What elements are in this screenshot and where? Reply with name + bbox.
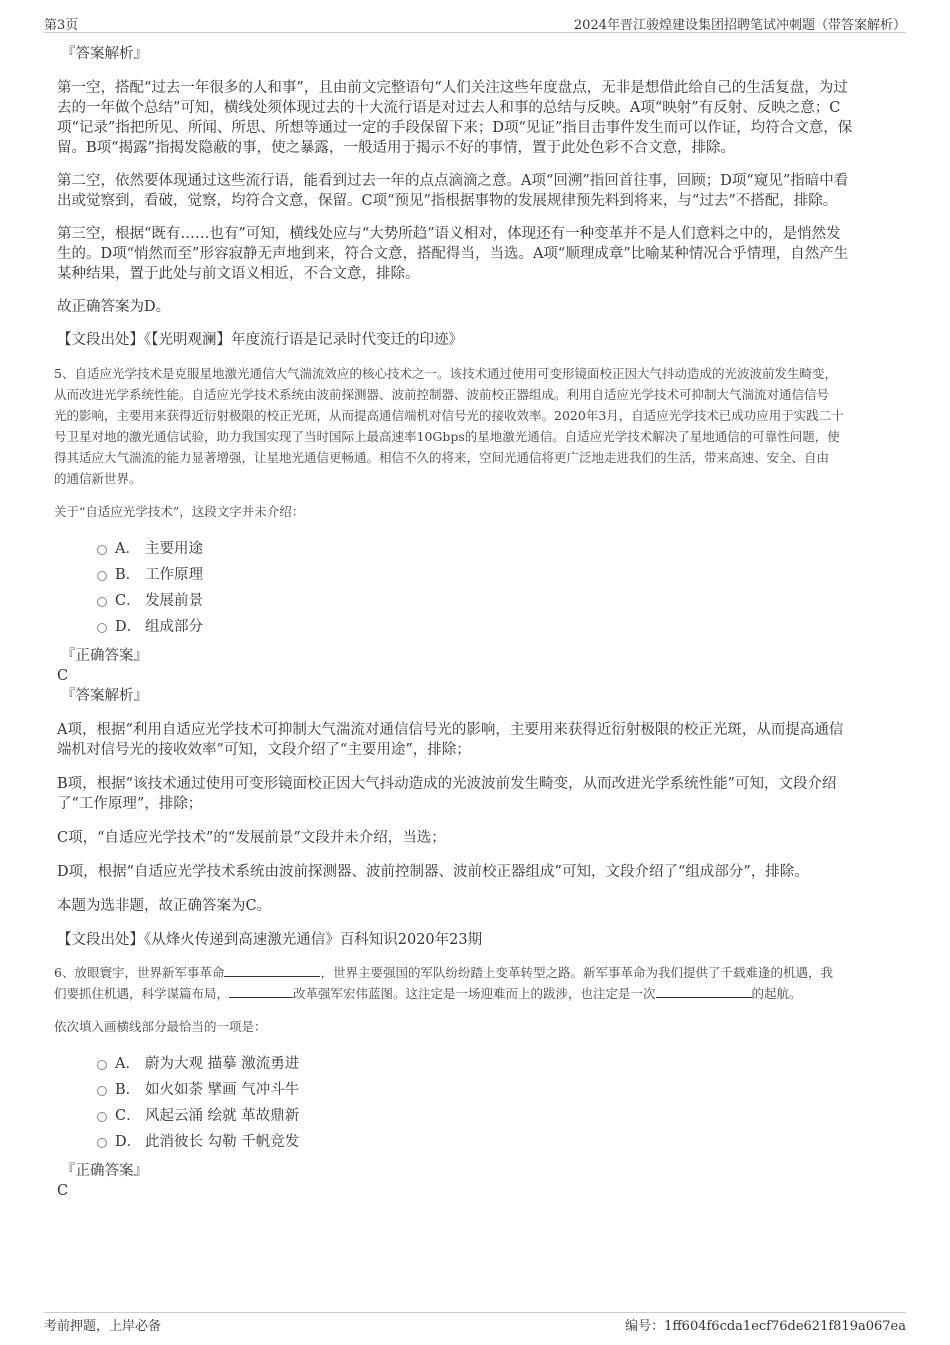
- option-c[interactable]: C． 发展前景: [57, 588, 887, 614]
- radio-icon[interactable]: [97, 571, 107, 581]
- source-citation: 【文段出处】《【光明观澜】年度流行语是记录时代变迁的印迹》: [57, 332, 463, 348]
- analysis-line: 了“工作原理”，排除；: [57, 796, 203, 812]
- analysis-line: 生的。D项“悄然而至”形容寂静无声地到来，符合文意，搭配得当，当选。A项“顺理成章”比喻某种情况合乎情理，自然产生: [57, 246, 849, 262]
- analysis-line: 去的一年做个总结”可知，横线处须体现过去的十大流行语是对过去人和事的总结与反映。A项“映射”有反射、反映之意；C: [57, 100, 841, 116]
- question-text: 从而改进光学系统性能。自适应光学技术系统由波前探测器、波前控制器、波前校正器组成。利用自适应光学技术可抑制大气湍流对通信信号: [54, 387, 830, 402]
- page-header: [44, 14, 906, 33]
- analysis-line: 第三空，根据“既有……也有”可知，横线处应与“大势所趋”语义相对，体现还有一种变革并不是人们意料之中的，是悄然发: [57, 226, 841, 242]
- question-text: 们要抓住机遇，科学谋篇布局， 改革强军宏伟蓝图。这注定是一场迎难而上的跋涉，也注定是一次 的起航。: [54, 986, 802, 1001]
- radio-icon[interactable]: [97, 597, 107, 607]
- fill-blank: [224, 964, 320, 977]
- radio-icon[interactable]: [97, 1060, 107, 1070]
- option-b[interactable]: B． 工作原理: [57, 562, 887, 588]
- analysis-conclusion: 本题为选非题，故正确答案为C。: [57, 898, 272, 914]
- answer-value: C: [57, 668, 69, 684]
- radio-icon[interactable]: [97, 1086, 107, 1096]
- analysis-line: 某种结果，置于此处与前文语义相近，不合文意，排除。: [57, 266, 420, 282]
- question-text: 号卫星对地的激光通信试验，助力我国实现了当时国际上最高速率10Gbps的星地激光通信。自适应光学技术解决了星地通信的可靠性问题，使: [54, 429, 840, 444]
- question-text: 5、自适应光学技术是克服星地激光通信大气湍流效应的核心技术之一。该技术通过使用可变形镜面校正因大气抖动造成的光波波前发生畸变，: [54, 366, 837, 381]
- fill-blank: [656, 985, 752, 998]
- radio-icon[interactable]: [97, 1138, 107, 1148]
- source-citation: 【文段出处】《从烽火传递到高速激光通信》百科知识2020年23期: [57, 932, 483, 948]
- analysis-conclusion: 故正确答案为D。: [57, 299, 171, 315]
- analysis-label: 『答案解析』: [61, 46, 148, 62]
- radio-icon[interactable]: [97, 623, 107, 633]
- answer-label: 『正确答案』: [61, 648, 148, 664]
- option-a[interactable]: A． 蔚为大观 描摹 激流勇进: [57, 1051, 887, 1077]
- analysis-line: 端机对信号光的接收效率”可知，文段介绍了“主要用途”，排除；: [57, 742, 471, 758]
- analysis-line: 出或觉察到，看破，觉察，均符合文意，保留。C项“预见”指根据事物的发展规律预先料到将来，与“过去”不搭配，排除。: [57, 193, 838, 209]
- analysis-line: A项，根据“利用自适应光学技术可抑制大气湍流对通信信号光的影响，主要用来获得近衍射极限的校正光斑，从而提高通信: [57, 722, 844, 738]
- analysis-line: D项，根据“自适应光学技术系统由波前探测器、波前控制器、波前校正器组成”可知，文段介绍了“组成部分”，排除。: [57, 864, 809, 880]
- answer-value: C: [57, 1183, 69, 1199]
- page-content: [54, 44, 887, 1201]
- option-d[interactable]: D． 此消彼长 勾勒 千帆竞发: [57, 1129, 887, 1155]
- document-id: 编号：1ff604f6cda1ecf76de621f819a067ea: [625, 1319, 906, 1334]
- analysis-line: C项，“自适应光学技术”的“发展前景”文段并未介绍，当选；: [57, 830, 446, 846]
- question-text: 6、放眼寰宇，世界新军事革命 ，世界主要强国的军队纷纷踏上变革转型之路。新军事革命为我们提供了千载难逢的机遇，我: [54, 965, 833, 980]
- document-title: 2024年晋江骏煌建设集团招聘笔试冲刺题（带答案解析）: [573, 18, 906, 33]
- radio-icon[interactable]: [97, 545, 107, 555]
- fill-blank: [229, 985, 293, 998]
- option-a[interactable]: A． 主要用途: [57, 536, 887, 562]
- analysis-label: 『答案解析』: [61, 688, 148, 704]
- analysis-line: 第一空，搭配“过去一年很多的人和事”，且由前文完整语句“人们关注这些年度盘点，无非是想借此给自己的生活复盘，为过: [57, 80, 848, 96]
- question-text: 的通信新世界。: [54, 471, 142, 486]
- page-number: 第3页: [44, 18, 79, 33]
- question-prompt: 依次填入画横线部分最恰当的一项是：: [54, 1019, 267, 1034]
- footer-slogan: 考前押题，上岸必备: [44, 1319, 162, 1334]
- analysis-line: 项“记录”指把所见、所闻、所思、所想等通过一定的手段保留下来；D项“见证”指目击事件发生而可以作证，均符合文意，保: [57, 120, 853, 136]
- analysis-line: 留。B项“揭露”指揭发隐蔽的事，使之暴露，一般适用于揭示不好的事情，置于此处色彩不合文意，排除。: [57, 140, 735, 156]
- option-c[interactable]: C． 风起云涌 绘就 革故鼎新: [57, 1103, 887, 1129]
- question-prompt: 关于“自适应光学技术”，这段文字并未介绍：: [54, 504, 305, 519]
- question-text: 光的影响，主要用来获得近衍射极限的校正光斑，从而提高通信端机对信号光的接收效率。2020年3月，自适应光学技术已成功应用于实践二十: [54, 408, 844, 423]
- option-b[interactable]: B． 如火如荼 擘画 气冲斗牛: [57, 1077, 887, 1103]
- analysis-line: 第二空，依然要体现通过这些流行语，能看到过去一年的点点滴滴之意。A项“回溯”指回首往事，回顾；D项“窥见”指暗中看: [57, 173, 849, 189]
- answer-label: 『正确答案』: [61, 1163, 148, 1179]
- analysis-line: B项，根据“该技术通过使用可变形镜面校正因大气抖动造成的光波波前发生畸变，从而改进光学系统性能”可知，文段介绍: [57, 776, 837, 792]
- page-footer: [44, 1312, 906, 1334]
- radio-icon[interactable]: [97, 1112, 107, 1122]
- option-d[interactable]: D． 组成部分: [57, 614, 887, 640]
- question-text: 得其适应大气湍流的能力显著增强，让星地光通信更畅通。相信不久的将来，空间光通信将更广泛地走进我们的生活，带来高速、安全、自由: [54, 450, 830, 465]
